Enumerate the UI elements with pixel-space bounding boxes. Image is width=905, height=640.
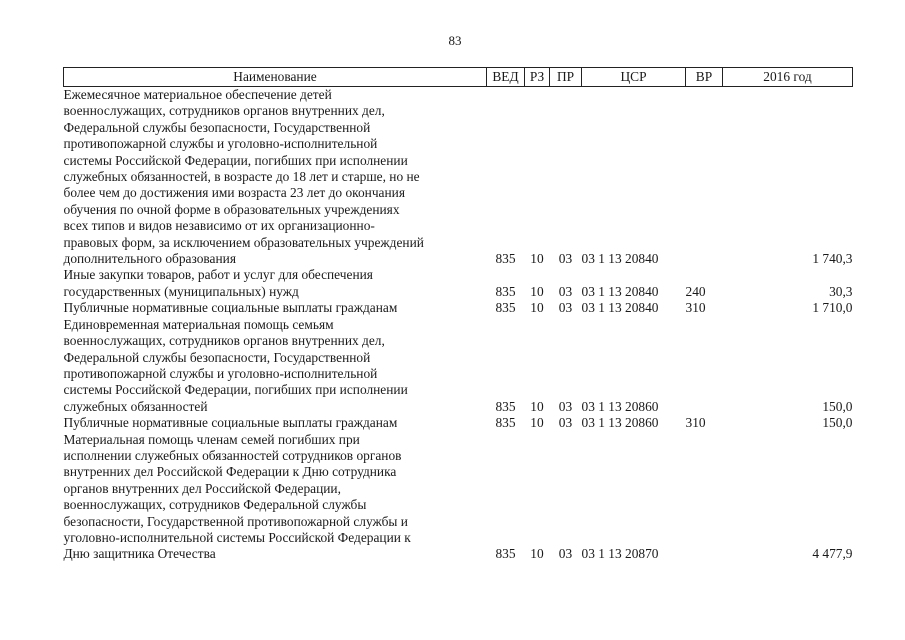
- table-row: [64, 317, 853, 415]
- table-row: [64, 432, 853, 563]
- row-name-line: Публичные нормативные социальные выплаты гражданам: [63, 415, 398, 431]
- row-csr: 03 1 13 20860: [581, 415, 659, 431]
- table-row: [64, 267, 853, 300]
- row-name-line: безопасности, Государственной противопожарной службы и: [63, 513, 408, 529]
- row-pr: 03: [558, 283, 573, 299]
- row-pr: 03: [558, 546, 573, 562]
- row-ved: 835: [495, 546, 516, 562]
- header-rz: РЗ: [525, 68, 550, 87]
- row-ved: 835: [495, 415, 516, 431]
- row-vr: 310: [685, 300, 706, 316]
- row-vr: [686, 87, 723, 268]
- row-csr: 03 1 13 20870: [581, 546, 659, 562]
- row-name-line: Единовременная материальная помощь семьям: [63, 316, 334, 332]
- page-number: 83: [448, 33, 462, 48]
- row-rz: 10: [530, 251, 544, 267]
- row-name-line: всех типов и видов независимо от их организационно-: [63, 218, 375, 234]
- row-amount: 30,3: [829, 283, 853, 299]
- row-csr: 03 1 13 20840: [581, 251, 659, 267]
- table-body: [64, 87, 853, 563]
- row-amount: 1 740,3: [812, 251, 853, 267]
- row-vr: [686, 317, 723, 415]
- header-vr: ВР: [686, 68, 723, 87]
- row-amount: 4 477,9: [812, 546, 853, 562]
- row-vr: 240: [685, 283, 706, 299]
- row-name: [64, 415, 487, 431]
- row-amount: 150,0: [822, 415, 853, 431]
- row-name-line: исполнении служебных обязанностей сотрудников органов: [63, 447, 402, 463]
- row-name-line: дополнительного образования: [63, 251, 236, 267]
- row-name: [64, 300, 487, 316]
- table-row: [64, 300, 853, 316]
- header-year: 2016 год: [723, 68, 853, 87]
- row-name-line: Публичные нормативные социальные выплаты гражданам: [63, 300, 398, 316]
- row-name-line: Иные закупки товаров, работ и услуг для обеспечения: [63, 267, 373, 283]
- row-name-line: военнослужащих, сотрудников Федеральной службы: [63, 497, 367, 513]
- header-csr: ЦСР: [582, 68, 686, 87]
- row-pr: 03: [558, 398, 573, 414]
- row-name-line: системы Российской Федерации, погибших при исполнении: [63, 152, 408, 168]
- row-name-line: органов внутренних дел Российской Федерации,: [63, 480, 341, 496]
- budget-table: [63, 67, 853, 563]
- row-csr: 03 1 13 20840: [581, 300, 659, 316]
- row-name-line: системы Российской Федерации, погибших при исполнении: [63, 382, 408, 398]
- row-pr: 03: [558, 300, 573, 316]
- row-ved: 835: [495, 398, 516, 414]
- row-vr: 310: [685, 415, 706, 431]
- row-amount: 150,0: [822, 398, 853, 414]
- row-ved: 835: [495, 283, 516, 299]
- row-name-line: военнослужащих, сотрудников органов внутренних дел,: [63, 103, 385, 119]
- row-name-line: более чем до достижения ими возраста 23 лет до окончания: [63, 185, 405, 201]
- row-vr: [686, 432, 723, 563]
- row-name-line: уголовно-исполнительной системы Российской Федерации к: [63, 529, 411, 545]
- row-name-line: Ежемесячное материальное обеспечение детей: [63, 87, 332, 102]
- row-name: [64, 267, 487, 300]
- row-name-line: служебных обязанностей: [63, 398, 208, 414]
- row-rz: 10: [530, 398, 544, 414]
- row-name-line: военнослужащих, сотрудников органов внутренних дел,: [63, 333, 385, 349]
- header-ved: ВЕД: [487, 68, 525, 87]
- row-rz: 10: [530, 546, 544, 562]
- row-name-line: правовых форм, за исключением образовательных учреждений: [63, 234, 424, 250]
- row-pr: 03: [558, 251, 573, 267]
- row-name-line: служебных обязанностей, в возрасте до 18 лет и старше, но не: [63, 169, 420, 185]
- row-pr: 03: [558, 415, 573, 431]
- row-name-line: обучения по очной форме в образовательных учреждениях: [63, 201, 400, 217]
- header-pr: ПР: [550, 68, 582, 87]
- row-name-line: противопожарной службы и уголовно-исполнительной: [63, 365, 378, 381]
- row-rz: 10: [530, 300, 544, 316]
- table-header: [64, 68, 853, 87]
- row-name: [64, 87, 487, 268]
- row-ved: 835: [495, 300, 516, 316]
- row-name-line: Федеральной службы безопасности, Государственной: [63, 349, 371, 365]
- row-ved: 835: [495, 251, 516, 267]
- row-name-line: внутренних дел Российской Федерации к Дню сотрудника: [63, 464, 397, 480]
- table-row: [64, 415, 853, 431]
- row-amount: 1 710,0: [812, 300, 853, 316]
- row-name-line: противопожарной службы и уголовно-исполнительной: [63, 136, 378, 152]
- row-name: [64, 432, 487, 563]
- row-rz: 10: [530, 415, 544, 431]
- header-name: Наименование: [64, 68, 487, 87]
- row-csr: 03 1 13 20840: [581, 283, 659, 299]
- row-name: [64, 317, 487, 415]
- row-name-line: Дню защитника Отечества: [63, 546, 216, 562]
- row-name-line: государственных (муниципальных) нужд: [63, 283, 299, 299]
- row-rz: 10: [530, 283, 544, 299]
- row-name-line: Федеральной службы безопасности, Государственной: [63, 119, 371, 135]
- table-row: [64, 87, 853, 268]
- row-csr: 03 1 13 20860: [581, 398, 659, 414]
- row-name-line: Материальная помощь членам семей погибших при: [63, 431, 360, 447]
